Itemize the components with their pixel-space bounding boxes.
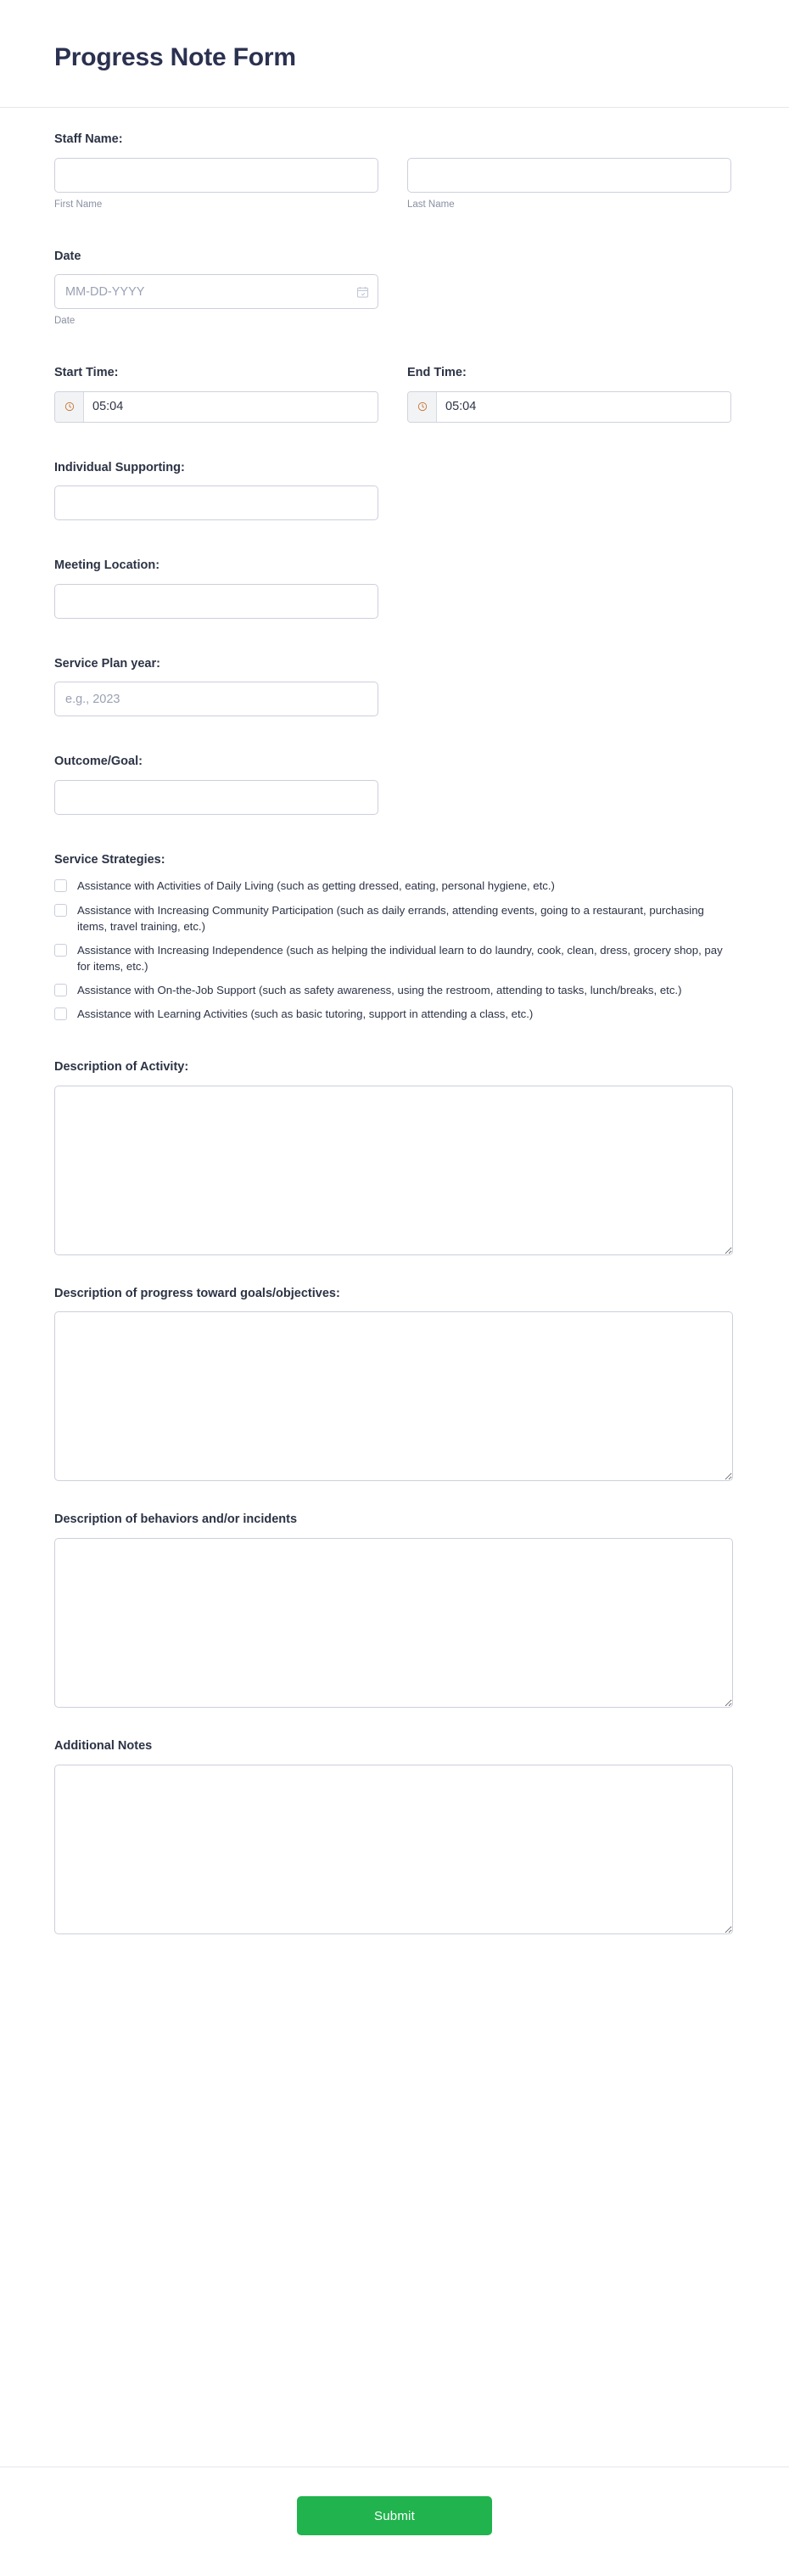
checkbox-label: Assistance with Increasing Community Participation (such as daily errands, attending events, going to a restaurant, purchasing items, travel training, etc.) xyxy=(77,903,704,933)
form-body xyxy=(0,108,789,2467)
description-behaviors-label: Description of behaviors and/or incidents xyxy=(54,1512,298,1527)
staff-name-label: Staff Name: xyxy=(54,132,123,146)
start-time-input[interactable] xyxy=(84,392,378,422)
field-time-row xyxy=(54,365,735,423)
form-header xyxy=(0,0,789,107)
staff-first-name-group xyxy=(54,158,378,211)
checkbox-label: Assistance with Learning Activities (such as basic tutoring, support in attending a class, etc.) xyxy=(77,1007,534,1021)
field-date xyxy=(54,249,735,328)
description-activity-textarea[interactable] xyxy=(54,1086,733,1255)
checkbox-daily-living[interactable] xyxy=(54,879,67,892)
individual-supporting-label: Individual Supporting: xyxy=(54,460,185,474)
footer-inner xyxy=(0,2467,789,2576)
outcome-goal-input[interactable] xyxy=(54,780,378,815)
description-activity-label: Description of Activity: xyxy=(54,1060,189,1075)
start-time-group xyxy=(54,365,378,423)
form-footer xyxy=(0,2467,789,2576)
submit-button[interactable]: Submit xyxy=(297,2496,492,2535)
description-progress-textarea[interactable] xyxy=(54,1311,733,1481)
field-staff-name xyxy=(54,132,735,211)
first-name-sublabel: First Name xyxy=(54,199,103,210)
checkbox-on-the-job-support[interactable] xyxy=(54,984,67,996)
checkbox-row[interactable] xyxy=(54,982,735,998)
staff-last-name-group xyxy=(407,158,731,211)
field-description-progress xyxy=(54,1286,735,1482)
additional-notes-textarea[interactable] xyxy=(54,1765,733,1934)
date-input-wrapper xyxy=(54,274,378,309)
field-outcome-goal xyxy=(54,754,735,815)
field-meeting-location xyxy=(54,558,735,619)
checkbox-community-participation[interactable] xyxy=(54,904,67,917)
individual-supporting-wrapper xyxy=(54,485,378,520)
checkbox-row[interactable] xyxy=(54,902,735,934)
field-additional-notes xyxy=(54,1738,735,1934)
end-time-group xyxy=(407,365,731,423)
checkbox-row[interactable] xyxy=(54,942,735,974)
individual-supporting-input[interactable] xyxy=(54,485,378,520)
additional-notes-label: Additional Notes xyxy=(54,1739,153,1754)
outcome-goal-wrapper xyxy=(54,780,378,815)
meeting-location-input[interactable] xyxy=(54,584,378,619)
end-time-input[interactable] xyxy=(437,392,730,422)
checkbox-learning-activities[interactable] xyxy=(54,1007,67,1020)
service-plan-year-wrapper xyxy=(54,682,378,716)
checkbox-label: Assistance with Activities of Daily Living (such as getting dressed, eating, personal hygiene, etc.) xyxy=(77,879,555,893)
last-name-sublabel: Last Name xyxy=(407,199,455,210)
field-service-strategies xyxy=(54,852,735,1023)
outcome-goal-label: Outcome/Goal: xyxy=(54,755,143,769)
checkbox-row[interactable] xyxy=(54,1006,735,1022)
start-time-label: Start Time: xyxy=(54,366,119,379)
end-time-wrapper xyxy=(407,391,731,423)
service-plan-year-input[interactable] xyxy=(54,682,378,716)
last-name-input[interactable] xyxy=(407,158,731,193)
description-progress-label: Description of progress toward goals/objectives: xyxy=(54,1286,340,1300)
checkbox-increasing-independence[interactable] xyxy=(54,944,67,957)
time-row xyxy=(54,365,735,423)
service-plan-year-label: Service Plan year: xyxy=(54,656,160,671)
date-sublabel: Date xyxy=(54,316,76,327)
description-behaviors-textarea[interactable] xyxy=(54,1538,733,1708)
service-strategies-label: Service Strategies: xyxy=(54,852,165,867)
clock-icon[interactable] xyxy=(408,392,437,422)
staff-name-row xyxy=(54,158,735,211)
clock-icon[interactable] xyxy=(55,392,84,422)
start-time-wrapper xyxy=(54,391,378,423)
meeting-location-label: Meeting Location: xyxy=(54,558,160,573)
first-name-input[interactable] xyxy=(54,158,378,193)
field-description-activity xyxy=(54,1059,735,1255)
field-service-plan-year xyxy=(54,656,735,717)
field-individual-supporting xyxy=(54,460,735,521)
checkbox-label: Assistance with On-the-Job Support (such as safety awareness, using the restroom, attending to tasks, lunch/breaks, etc.) xyxy=(77,984,682,997)
checkbox-label: Assistance with Increasing Independence (such as helping the individual learn to do laundry, cook, clean, dress, grocery shop, pay for items, etc.) xyxy=(77,943,723,973)
checkbox-row[interactable] xyxy=(54,878,735,894)
field-description-behaviors xyxy=(54,1512,735,1708)
date-input[interactable] xyxy=(54,274,378,309)
service-strategies-options xyxy=(54,878,735,1022)
end-time-label: End Time: xyxy=(407,366,467,379)
date-label: Date xyxy=(54,249,81,263)
meeting-location-wrapper xyxy=(54,584,378,619)
page-title: Progress Note Form xyxy=(54,43,296,71)
